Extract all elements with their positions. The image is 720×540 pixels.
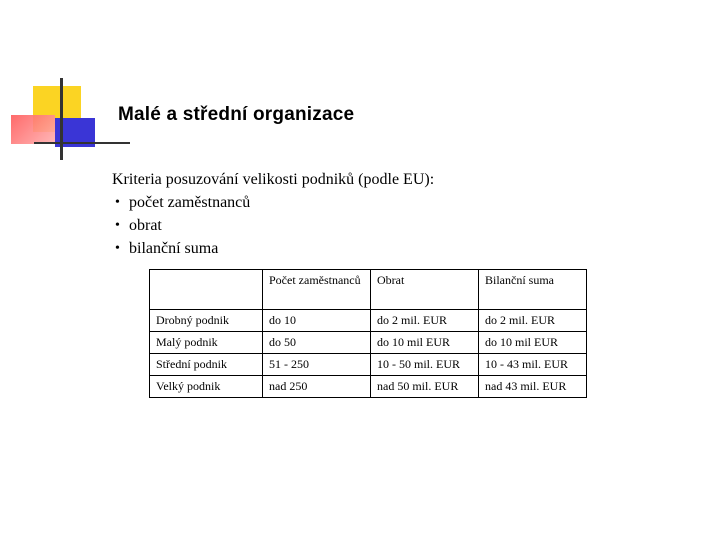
- table-header-row: [150, 270, 587, 310]
- criteria-intro: [112, 168, 434, 260]
- criteria-item-balance: • bilanční suma: [112, 237, 434, 260]
- criteria-item-employees: • počet zaměstnanců: [112, 191, 434, 214]
- table-cell: do 50: [263, 332, 371, 354]
- table-cell: Malý podnik: [150, 332, 263, 354]
- logo-horizontal-line: [34, 142, 130, 144]
- criteria-list: [112, 191, 434, 260]
- table-cell: nad 250: [263, 376, 371, 398]
- table-header-cell: [150, 270, 263, 310]
- criteria-item-turnover: • obrat: [112, 214, 434, 237]
- logo-vertical-line: [60, 78, 63, 160]
- table-row: [150, 332, 587, 354]
- table-cell: Střední podnik: [150, 354, 263, 376]
- table-cell: do 10: [263, 310, 371, 332]
- enterprise-size-table: [149, 269, 587, 398]
- table-cell: 10 - 50 mil. EUR: [371, 354, 479, 376]
- table-header-cell: Bilanční suma: [479, 270, 587, 310]
- table-cell: do 10 mil EUR: [479, 332, 587, 354]
- table-cell: Velký podnik: [150, 376, 263, 398]
- table-header-cell: Obrat: [371, 270, 479, 310]
- table-cell: 10 - 43 mil. EUR: [479, 354, 587, 376]
- table-cell: do 2 mil. EUR: [371, 310, 479, 332]
- table-cell: nad 43 mil. EUR: [479, 376, 587, 398]
- table-cell: 51 - 250: [263, 354, 371, 376]
- table-row: [150, 354, 587, 376]
- table-row: [150, 310, 587, 332]
- table-cell: Drobný podnik: [150, 310, 263, 332]
- criteria-heading: Kriteria posuzování velikosti podniků (podle EU):: [112, 171, 435, 188]
- table-cell: nad 50 mil. EUR: [371, 376, 479, 398]
- slide-logo-graphic: [0, 0, 130, 170]
- logo-red-square: [11, 115, 55, 144]
- table-cell: do 2 mil. EUR: [479, 310, 587, 332]
- slide-title: Malé a střední organizace: [118, 104, 355, 125]
- table-row: [150, 376, 587, 398]
- table-cell: do 10 mil EUR: [371, 332, 479, 354]
- table-header-cell: Počet zaměstnanců: [263, 270, 371, 310]
